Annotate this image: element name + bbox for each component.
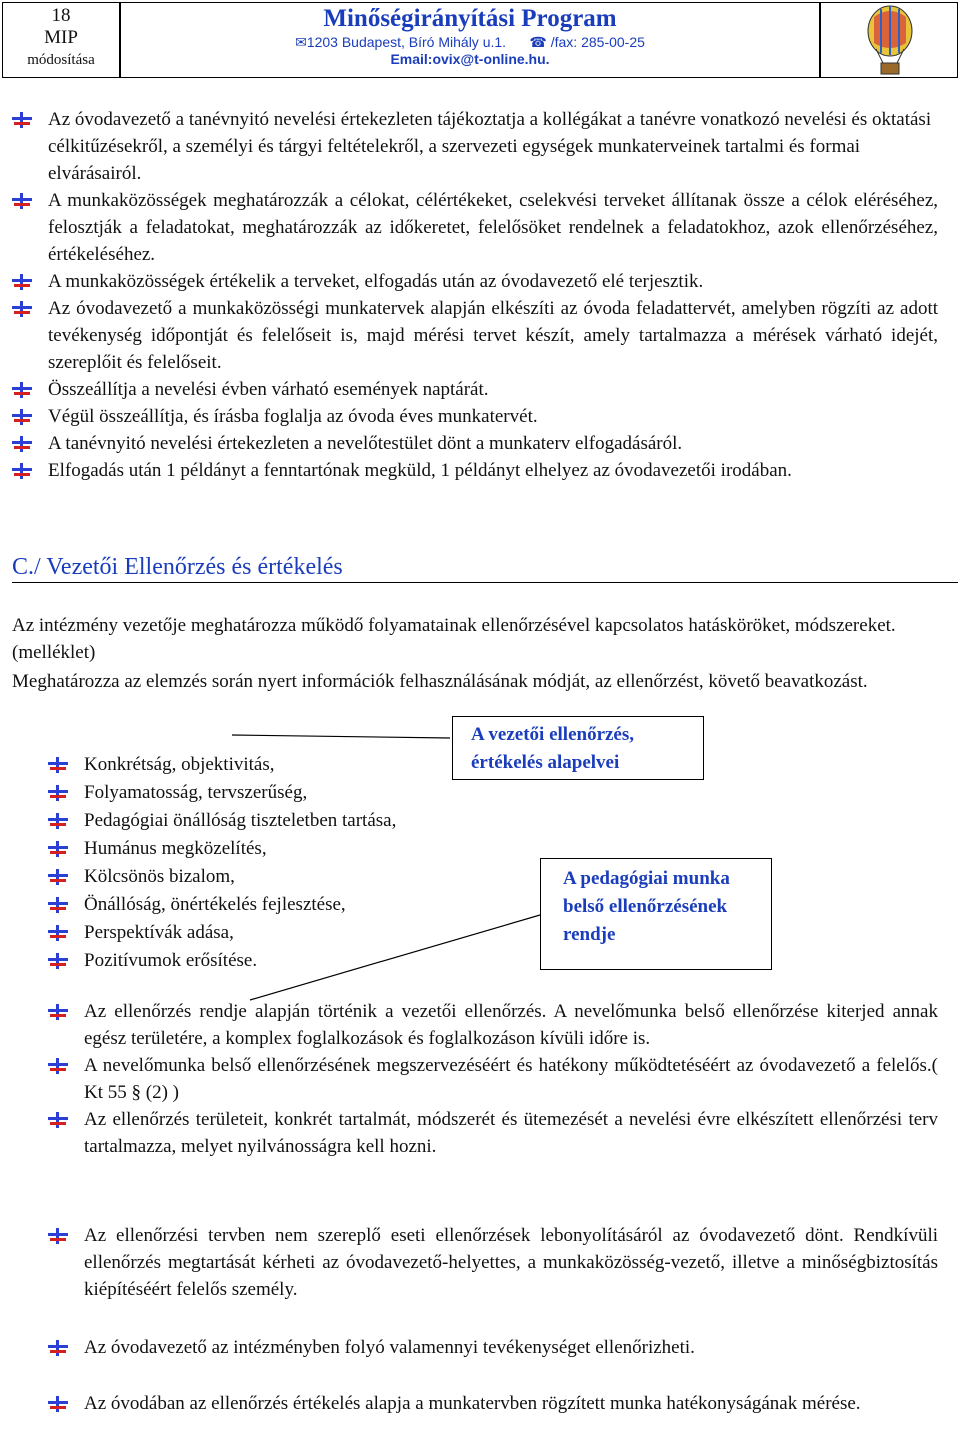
list-item: Kölcsönös bizalom,: [0, 863, 520, 891]
list-item: A nevelőmunka belső ellenőrzésének megszervezéséért és hatékony működtetéséért az óvodavezető a felelős.( Kt 55 § (2) ): [0, 1052, 960, 1106]
list-item: Perspektívák adása,: [0, 919, 520, 947]
list-item: Az óvodában az ellenőrzés értékelés alapja a munkatervben rögzített munka hatékonyságának mérése.: [0, 1390, 960, 1417]
bullet-icon: [48, 841, 68, 857]
bullet-icon: [48, 1396, 68, 1412]
bullet-icon: [48, 1228, 68, 1244]
section-title: C./ Vezetői Ellenőrzés és értékelés: [12, 552, 958, 583]
bullet-icon: [48, 1340, 68, 1356]
page-number: 18: [51, 5, 71, 26]
list-item: A tanévnyitó nevelési értekezleten a nevelőtestület dönt a munkaterv elfogadásáról.: [0, 430, 960, 457]
control-bullet-list-c: [0, 1334, 960, 1361]
bullet-icon: [48, 869, 68, 885]
list-item: Önállóság, önértékelés fejlesztése,: [0, 891, 520, 919]
modification-label: módosítása: [27, 52, 95, 68]
program-title: Minőségirányítási Program: [323, 5, 617, 32]
bullet-icon: [48, 1058, 68, 1074]
callout-internal-control: A pedagógiai munka belső ellenőrzésének rendje: [540, 858, 772, 970]
list-item: Az ellenőrzési tervben nem szereplő eseti ellenőrzések lebonyolításáról az óvodavezető dönt. Rendkívüli ellenőrzés megtartását kérheti az óvodavezető-helyettes, a munkaközösség-vezető, illetve a minőségbiztosítás kiépítéséért felelős személy.: [0, 1222, 960, 1303]
bullet-icon: [48, 813, 68, 829]
bullet-icon: [48, 1112, 68, 1128]
list-item: Végül összeállítja, és írásba foglalja az óvoda éves munkatervét.: [0, 403, 960, 430]
phone-icon: ☎: [529, 34, 547, 50]
connector-line-1: [232, 735, 450, 738]
list-item: Konkrétság, objektivitás,: [0, 751, 520, 779]
list-item: Pozitívumok erősítése.: [0, 947, 520, 975]
list-item: Pedagógiai önállóság tiszteletben tartása,: [0, 807, 520, 835]
bullet-icon: [48, 785, 68, 801]
control-bullet-list-b: [0, 1222, 960, 1303]
list-item: A munkaközösségek meghatározzák a célokat, célértékeket, cselekvési terveket állítanak össze a célok eléréséhez, felosztják a feladatokat, meghatározzák az időkeretet, felelősöket rendelnek a feladatokhoz, azok ellenőrzéséhez, értékeléséhez.: [0, 187, 960, 268]
intro-paragraph-2: Meghatározza az elemzés során nyert információk felhasználásának módját, az ellenőrzést, követő beavatkozást.: [12, 671, 868, 692]
list-item: Az ellenőrzés területeit, konkrét tartalmát, módszerét és ütemezését a nevelési évre elkészített ellenőrzési terv tartalmazza, melyet nyilvánosságra kell hozni.: [0, 1106, 960, 1160]
list-item: Összeállítja a nevelési évben várható események naptárát.: [0, 376, 960, 403]
bullet-icon: [48, 757, 68, 773]
bullet-icon: [48, 1004, 68, 1020]
fax-line: /fax: 285-00-25: [550, 34, 645, 50]
bullet-icon: [48, 897, 68, 913]
list-item: Humánus megközelítés,: [0, 835, 520, 863]
principles-list: [0, 751, 520, 975]
mip-label: MIP: [44, 27, 78, 48]
envelope-icon: ✉: [295, 34, 307, 50]
intro-paragraph-1: Az intézmény vezetője meghatározza működő folyamatainak ellenőrzésével kapcsolatos hatásköröket, módszereket. (melléklet): [12, 615, 896, 663]
list-item: Elfogadás után 1 példányt a fenntartónak megküld, 1 példányt elhelyez az óvodavezetői irodában.: [0, 457, 960, 484]
list-item: Az óvodavezető a munkaközösségi munkatervek alapján elkészíti az óvoda feladattervét, amelyben rögzíti az adott tevékenység időpontját és felelőseit is, majd mérési tervet készít, amely tartalmazza a mérések várható idejét, szereplőit és felelőseit.: [0, 295, 960, 376]
callout-principles: A vezetői ellenőrzés, értékelés alapelvei: [452, 716, 704, 780]
address-line: 1203 Budapest, Bíró Mihály u.1.: [306, 34, 507, 50]
bullet-icon: [48, 953, 68, 969]
list-item: Az óvodavezető a tanévnyitó nevelési értekezleten tájékoztatja a kollégákat a tanévre vonatkozó nevelési és oktatási célkitűzésekről, a személyi és tárgyi feltételekről, a szervezeti egységek munkaterveinek tartalmi és formai elvárásairól.: [0, 106, 960, 187]
list-item: Az ellenőrzés rendje alapján történik a vezetői ellenőrzés. A nevelőmunka belső ellenőrzése kiterjed annak egész területére, a komplex foglalkozások és foglalkozáson kívüli időre is.: [0, 998, 960, 1052]
control-bullet-list-d: [0, 1390, 960, 1417]
list-item: Az óvodavezető az intézményben folyó valamennyi tevékenységet ellenőrizheti.: [0, 1334, 960, 1361]
bullet-icon: [48, 925, 68, 941]
list-item: Folyamatosság, tervszerűség,: [0, 779, 520, 807]
control-bullet-list-a: [0, 998, 960, 1160]
email-line: Email:ovix@t-online.hu.: [390, 51, 550, 67]
list-item: A munkaközösségek értékelik a terveket, elfogadás után az óvodavezető elé terjesztik.: [0, 268, 960, 295]
